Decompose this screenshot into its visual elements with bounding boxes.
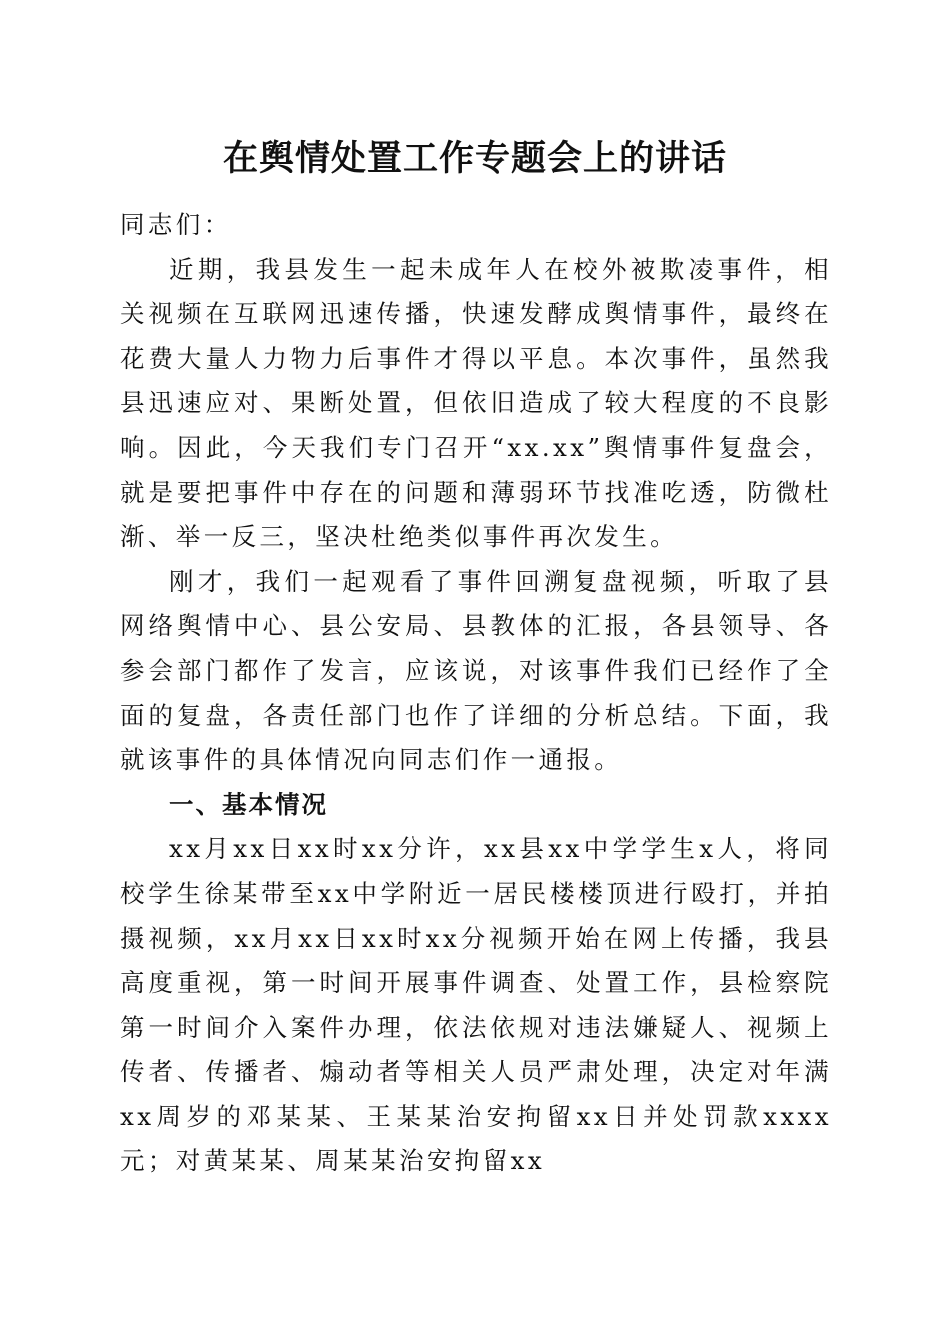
salutation: 同志们： [120,210,232,239]
document-body [120,203,832,1184]
document-title: 在舆情处置工作专题会上的讲话 [222,138,727,179]
paragraph-basic-situation: xx月xx日xx时xx分许，xx县xx中学学生x人，将同校学生徐某带至xx中学附近一居民楼楼顶进行殴打，并拍摄视频，xx月xx日xx时xx分视频开始在网上传播，我县高度重视，第一时间开展事件调查、处置工作，县检察院第一时间介入案件办理，依法依规对违法嫌疑人、视频上传者、传播者、煽动者等相关人员严肃处理，决定对年满xx周岁的邓某某、王某某治安拘留xx日并处罚款xxxx元；对黄某某、周某某治安拘留xx [120,834,832,1176]
section-heading-basic-situation: 一、基本情况 [169,789,328,819]
paragraph-review: 刚才，我们一起观看了事件回溯复盘视频，听取了县网络舆情中心、县公安局、县教体的汇报，各县领导、各参会部门都作了发言，应该说，对该事件我们已经作了全面的复盘，各责任部门也作了详细的分析总结。下面，我就该事件的具体情况向同志们作一通报。 [120,566,832,775]
paragraph-intro: 近期，我县发生一起未成年人在校外被欺凌事件，相关视频在互联网迅速传播，快速发酵成舆情事件，最终在花费大量人力物力后事件才得以平息。本次事件，虽然我县迅速应对、果断处置，但依旧造成了较大程度的不良影响。因此，今天我们专门召开“xx.xx”舆情事件复盘会，就是要把事件中存在的问题和薄弱环节找准吃透，防微杜渐、举一反三，坚决杜绝类似事件再次发生。 [120,254,832,552]
